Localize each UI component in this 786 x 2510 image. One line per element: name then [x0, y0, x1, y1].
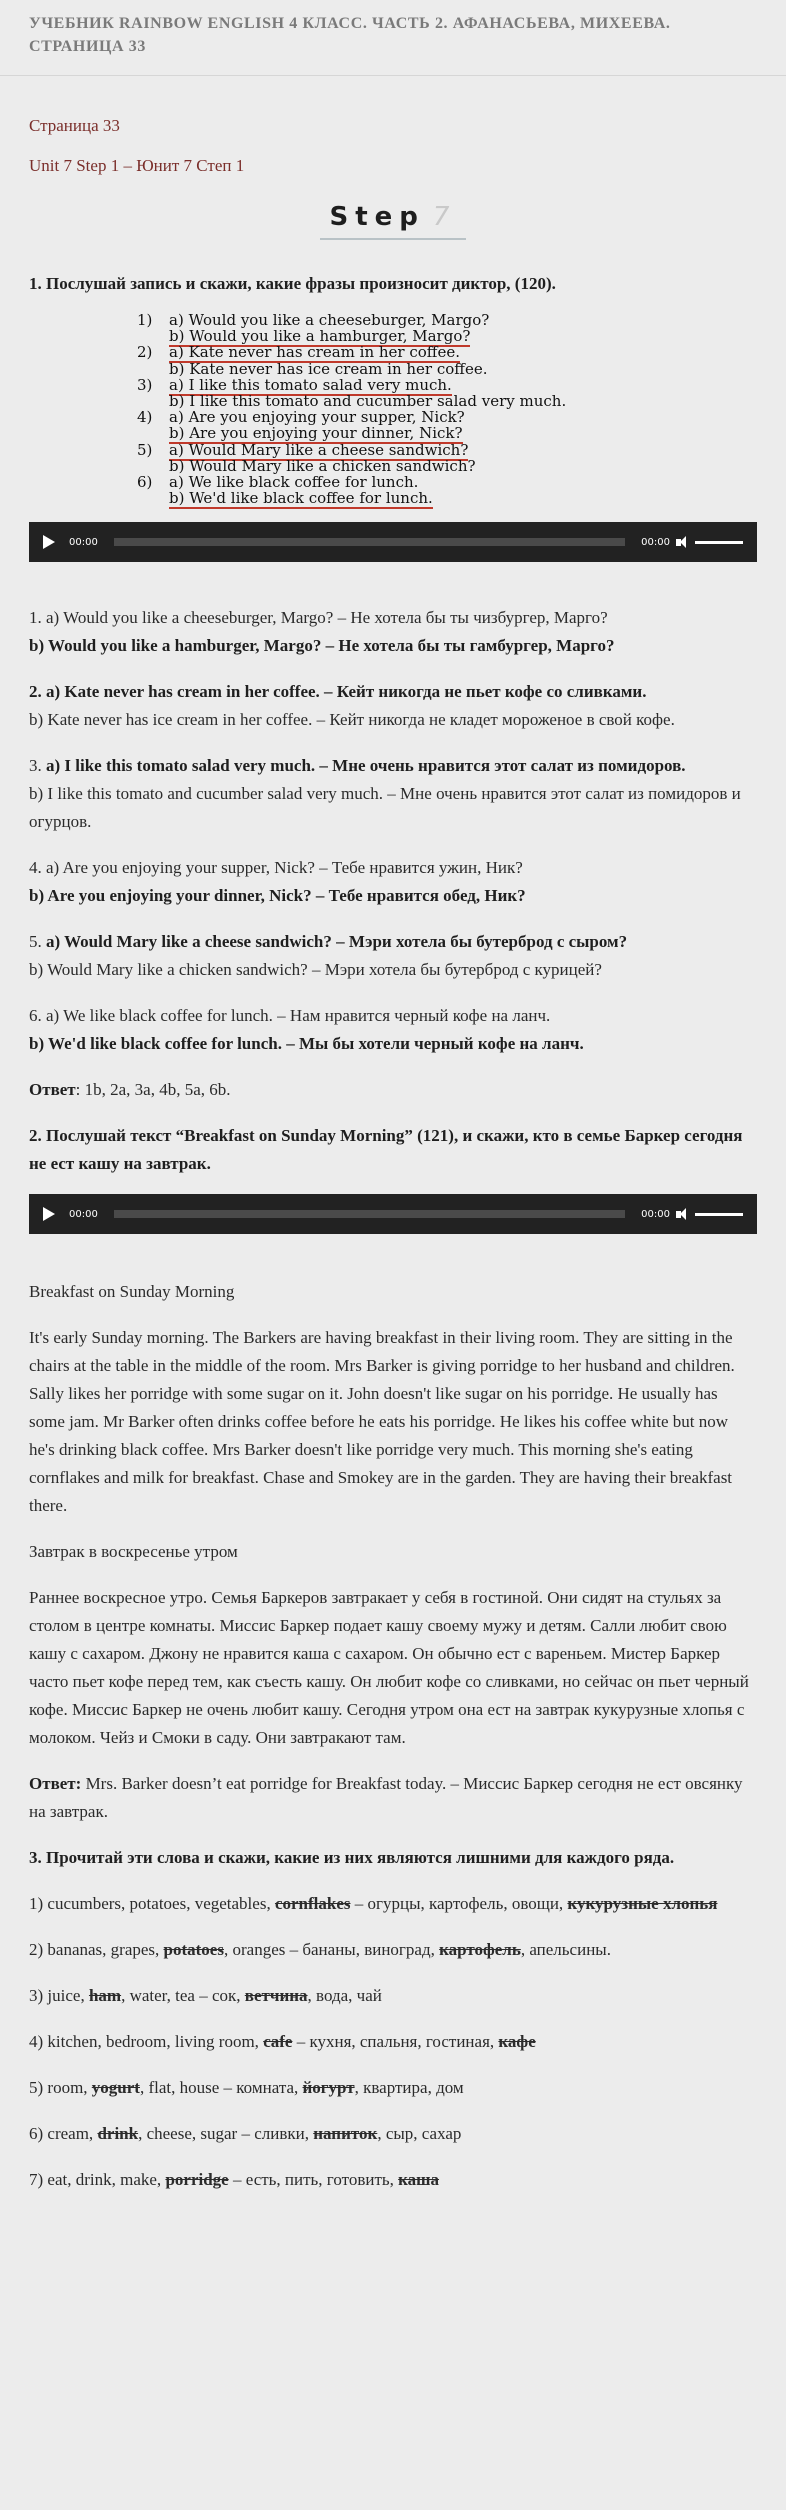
odd-word: картофель: [439, 1940, 521, 1960]
answer-4b: b) Are you enjoying your dinner, Nick? – Тебе нравится обед, Ник?: [29, 886, 526, 906]
list-item: [29, 2028, 757, 2056]
phrase-line: [137, 361, 677, 377]
answer-3a: a) I like this tomato salad very much. – Мне очень нравится этот салат из помидоров.: [46, 756, 686, 776]
word-list-text: 2) bananas, grapes,: [29, 1940, 164, 1960]
phrase-line: [137, 458, 677, 474]
list-item: [29, 1982, 757, 2010]
task-1-title: 1. Послушай запись и скажи, какие фразы произносит диктор, (120).: [29, 274, 556, 293]
list-item: [29, 2166, 757, 2194]
audio-player-1[interactable]: [29, 522, 757, 562]
audio-player-2[interactable]: [29, 1194, 757, 1234]
phrase-text: b) Would you like a hamburger, Margo?: [169, 327, 471, 346]
phrase-text: b) Are you enjoying your dinner, Nick?: [169, 424, 463, 443]
answer-block-6: [29, 1002, 757, 1058]
odd-word: каша: [398, 2170, 440, 2190]
word-list-text: , cheese, sugar – сливки,: [138, 2124, 314, 2144]
task-2-title: 2. Послушай текст “Breakfast on Sunday Morning” (121), и скажи, кто в семье Баркер сегодня не ест кашу на завтрак.: [29, 1126, 743, 1174]
step-number: 7: [432, 202, 457, 232]
volume-icon[interactable]: [676, 539, 681, 546]
phrase-text: b) We'd like black coffee for lunch.: [169, 489, 433, 508]
phrase-text: a) Would you like a cheeseburger, Margo?: [169, 311, 490, 329]
volume-slider[interactable]: [695, 541, 743, 544]
volume-icon[interactable]: [676, 1211, 681, 1218]
phrase-number: 4): [137, 408, 153, 427]
phrase-number: [137, 458, 169, 474]
word-list-text: , квартира, дом: [354, 2078, 464, 2098]
text-heading-ru: Завтрак в воскресенье утром: [29, 1542, 238, 1562]
phrase-line: [137, 344, 677, 360]
odd-word-list: [29, 1890, 757, 2194]
answer-3b: b) I like this tomato and cucumber salad very much. – Мне очень нравится этот салат из помидоров и огурцов.: [29, 784, 741, 832]
answer-5a: a) Would Mary like a cheese sandwich? – Мэри хотела бы бутерброд с сыром?: [46, 932, 628, 952]
odd-word: drink: [97, 2124, 139, 2144]
page-title: УЧЕБНИК RAINBOW ENGLISH 4 КЛАСС. ЧАСТЬ 2. АФАНАСЬЕВА, МИХЕЕВА. СТРАНИЦА 33: [29, 15, 671, 55]
phrase-number: [137, 328, 169, 344]
odd-word: cafe: [263, 2032, 293, 2052]
phrase-number: 5): [137, 440, 153, 459]
odd-word: potatoes: [163, 1940, 224, 1960]
phrase-number: [137, 393, 169, 409]
word-list-text: , сыр, сахар: [377, 2124, 462, 2144]
answer-6a: 6. a) We like black coffee for lunch. – Нам нравится черный кофе на ланч.: [29, 1006, 551, 1026]
phrase-number: [137, 490, 169, 506]
list-item: [29, 2120, 757, 2148]
phrase-text: b) Would Mary like a chicken sandwich?: [169, 456, 476, 475]
play-icon[interactable]: [43, 535, 55, 549]
volume-slider[interactable]: [695, 1213, 743, 1216]
text-body-ru: Раннее воскресное утро. Семья Баркеров завтракает у себя в гостиной. Они сидят на стульях за столом в центре комнаты. Миссис Баркер подает кашу своему мужу и детям. Салли любит свою кашу с сахаром. Джону не нравится каша с сахаром. Он обычно ест с вареньем. Мистер Баркер часто пьет кофе перед тем, как съесть кашу. Он любит кофе со сливками, но сейчас он пьет черный кофе. Миссис Баркер не очень любит кашу. Сегодня утром она ест на завтрак кукурузные хлопья с молоком. Чейз и Смоки в саду. Они завтракают там.: [29, 1588, 749, 1748]
play-icon[interactable]: [43, 1207, 55, 1221]
unit-step-title: Unit 7 Step 1 – Юнит 7 Степ 1: [29, 156, 245, 175]
word-list-text: 5) room,: [29, 2078, 92, 2098]
list-item: [29, 1890, 757, 1918]
list-item: [29, 1936, 757, 1964]
word-list-text: , вода, чай: [307, 1986, 382, 2006]
duration: 00:00: [641, 1208, 670, 1220]
word-list-text: , oranges – бананы, виноград,: [223, 1940, 440, 1960]
answer-2b: b) Kate never has ice cream in her coffee. – Кейт никогда не кладет мороженое в свой кофе.: [29, 710, 675, 730]
odd-word: porridge: [165, 2170, 229, 2190]
odd-word: ham: [88, 1986, 122, 2006]
phrase-line: [137, 312, 677, 328]
phrase-text: a) Would Mary like a cheese sandwich?: [169, 440, 469, 459]
answer-3-number: 3.: [29, 756, 46, 776]
text-heading-en: Breakfast on Sunday Morning: [29, 1282, 235, 1302]
word-list-text: – огурцы, картофель, овощи,: [350, 1894, 568, 1914]
current-time: 00:00: [69, 536, 98, 548]
word-list-text: 6) cream,: [29, 2124, 98, 2144]
phrase-line: [137, 393, 677, 409]
answer-block-3: [29, 752, 757, 836]
phrase-line: [137, 377, 677, 393]
phrase-number: [137, 361, 169, 377]
word-list-text: , water, tea – сок,: [121, 1986, 245, 2006]
seek-bar[interactable]: [114, 538, 625, 546]
answer-summary-2: [29, 1770, 757, 1826]
phrase-number: 3): [137, 375, 153, 394]
duration: 00:00: [641, 536, 670, 548]
odd-word: yogurt: [91, 2078, 140, 2098]
answer-block-1: [29, 604, 757, 660]
word-list-text: , апельсины.: [520, 1940, 611, 1960]
answer-5b: b) Would Mary like a chicken sandwich? – Мэри хотела бы бутерброд с курицей?: [29, 960, 602, 980]
answer-6b: b) We'd like black coffee for lunch. – Мы бы хотели черный кофе на ланч.: [29, 1034, 584, 1054]
step-word: Step: [329, 202, 425, 232]
odd-word: йогурт: [302, 2078, 355, 2098]
word-list-text: 3) juice,: [29, 1986, 89, 2006]
odd-word: напиток: [313, 2124, 378, 2144]
word-list-text: 4) kitchen, bedroom, living room,: [29, 2032, 264, 2052]
task-3-title: 3. Прочитай эти слова и скажи, какие из них являются лишними для каждого ряда.: [29, 1848, 675, 1868]
answer-4a: 4. a) Are you enjoying your supper, Nick? – Тебе нравится ужин, Ник?: [29, 858, 523, 878]
answer-5-number: 5.: [29, 932, 46, 952]
current-time: 00:00: [69, 1208, 98, 1220]
article-content: [0, 116, 786, 2194]
answer-text: : 1b, 2a, 3a, 4b, 5a, 6b.: [75, 1080, 231, 1100]
phrase-line: [137, 425, 677, 441]
answer-label: Ответ:: [29, 1774, 82, 1794]
page-header: [0, 0, 786, 76]
phrase-line: [137, 409, 677, 425]
phrase-number: 6): [137, 473, 153, 492]
answer-block-5: [29, 928, 757, 984]
textbook-image-step-header: [29, 202, 757, 240]
phrase-line: [137, 490, 677, 506]
answer-1a: 1. a) Would you like a cheeseburger, Margo? – Не хотела бы ты чизбургер, Марго?: [29, 608, 608, 628]
answer-label: Ответ: [29, 1080, 76, 1100]
phrase-line: [137, 328, 677, 344]
phrase-number: 1): [137, 311, 153, 329]
word-list-text: , flat, house – комната,: [139, 2078, 303, 2098]
text-body-en: It's early Sunday morning. The Barkers are having breakfast in their living room. They are sitting in the chairs at the table in the middle of the room. Mrs Barker is giving porridge to her husband and children. Sally likes her porridge with some sugar on it. John doesn't like sugar on his porridge. He usually has some jam. Mr Barker often drinks coffee before he eats his porridge. He likes his coffee white but now he's drinking black coffee. Mrs Barker doesn't like porridge very much. This morning she's eating cornflakes and milk for breakfast. Chase and Smokey are in the garden. They are having their breakfast there.: [29, 1328, 735, 1516]
textbook-image-phrases: [137, 312, 677, 506]
odd-word: cornflakes: [274, 1894, 351, 1914]
answer-block-4: [29, 854, 757, 910]
answer-1b: b) Would you like a hamburger, Margo? – Не хотела бы ты гамбургер, Марго?: [29, 636, 615, 656]
odd-word: ветчина: [244, 1986, 308, 2006]
phrase-text: a) Kate never has cream in her coffee.: [169, 343, 460, 362]
phrase-line: [137, 442, 677, 458]
answer-block-2: [29, 678, 757, 734]
odd-word: кукурузные хлопья: [567, 1894, 718, 1914]
word-list-text: 7) eat, drink, make,: [29, 2170, 166, 2190]
phrase-number: [137, 425, 169, 441]
phrase-text: a) I like this tomato salad very much.: [169, 375, 452, 394]
phrase-line: [137, 474, 677, 490]
answer-text: Mrs. Barker doesn’t eat porridge for Breakfast today. – Миссис Баркер сегодня не ест овсянку на завтрак.: [29, 1774, 743, 1822]
word-list-text: – кухня, спальня, гостиная,: [292, 2032, 499, 2052]
phrase-text: b) Kate never has ice cream in her coffee.: [169, 359, 488, 378]
list-item: [29, 2074, 757, 2102]
phrase-text: b) I like this tomato and cucumber salad very much.: [169, 392, 567, 411]
phrase-number: 2): [137, 343, 153, 362]
answer-2a: 2. a) Kate never has cream in her coffee. – Кейт никогда не пьет кофе со сливками.: [29, 682, 647, 702]
phrase-text: a) Are you enjoying your supper, Nick?: [169, 408, 465, 427]
word-list-text: 1) cucumbers, potatoes, vegetables,: [29, 1894, 275, 1914]
page-number-link[interactable]: Страница 33: [29, 116, 120, 135]
odd-word: кафе: [498, 2032, 536, 2052]
seek-bar[interactable]: [114, 1210, 625, 1218]
word-list-text: – есть, пить, готовить,: [228, 2170, 399, 2190]
phrase-text: a) We like black coffee for lunch.: [169, 473, 419, 492]
answer-summary-1: [29, 1076, 757, 1104]
